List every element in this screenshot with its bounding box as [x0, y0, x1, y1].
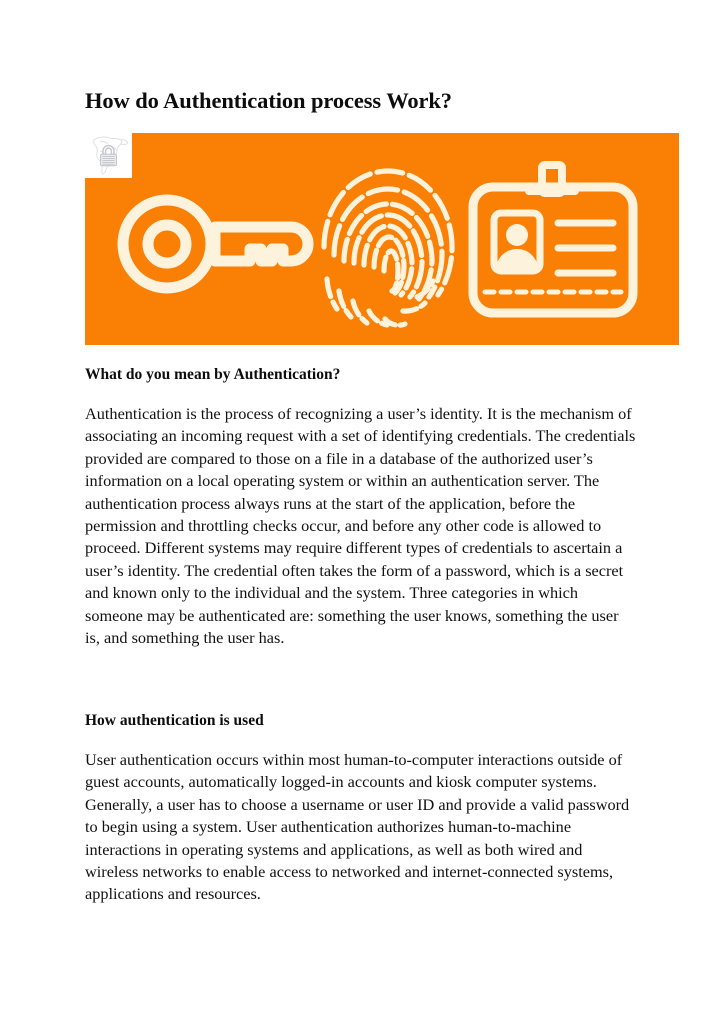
section-paragraph-what-is-authentication: Authentication is the process of recognizing a user’s identity. It is the mechanism of associating an incoming request with a set of identifying credentials. The credentials provided are compared to those on a file in a database of the authorized user’s information on a local operating system or within an authentication server. The authentication process always runs at the start of the application, before the permission and throttling checks occur, and before any other code is allowed to proceed. Different systems may require different types of credentials to ascertain a user’s identity. The credential often takes the form of a password, which is a secret and known only to the individual and the system. Three categories in which someone may be authenticated are: something the user knows, something the user is, and something the user has. — [85, 404, 636, 648]
section-heading-how-authentication-is-used: How authentication is used — [85, 712, 264, 729]
fingerprint-icon — [313, 151, 463, 331]
hero-banner — [85, 133, 679, 345]
key-icon — [112, 189, 322, 299]
section-heading-what-is-authentication: What do you mean by Authentication? — [85, 366, 341, 383]
id-card-icon — [463, 161, 643, 321]
india-map-padlock-watermark — [87, 133, 131, 178]
section-paragraph-how-authentication-is-used: User authentication occurs within most human-to-computer interactions outside of guest accounts, automatically logged-in accounts and kiosk computer systems. Generally, a user has to choose a username or user ID and provide a valid password to begin using a system. User authentication authorizes human-to-machine interactions in operating systems and applications, as well as both wired and wireless networks to enable access to networked and internet-connected systems, applications and resources. — [85, 750, 630, 904]
page-title: How do Authentication process Work? — [85, 88, 452, 113]
